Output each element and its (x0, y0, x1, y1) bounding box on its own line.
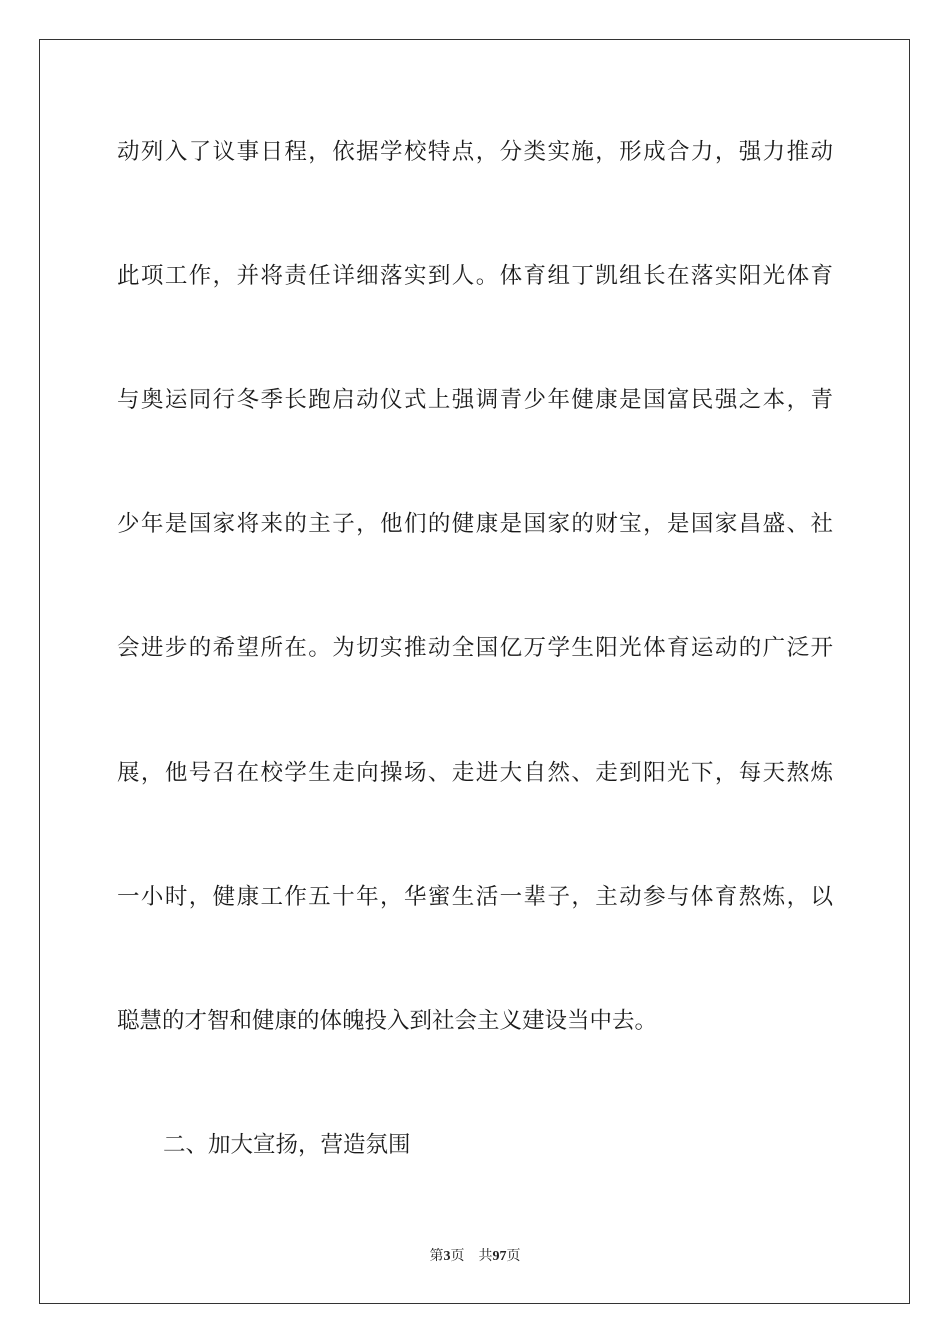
paragraph-line-8: 聪慧的才智和健康的体魄投入到社会主义建设当中去。 (117, 1008, 658, 1034)
page-suffix: 页 (450, 1248, 465, 1264)
paragraph-line-2: 此项工作，并将责任详细落实到人。体育组丁凯组长在落实阳光体育 (117, 263, 833, 289)
current-page-number: 3 (443, 1249, 451, 1264)
page-footer (0, 1246, 950, 1267)
total-prefix: 共 (478, 1248, 493, 1264)
paragraph-line-4: 少年是国家将来的主子，他们的健康是国家的财宝，是国家昌盛、社 (117, 511, 833, 537)
total-suffix: 页 (506, 1248, 521, 1264)
section-heading: 二、加大宣扬，营造氛围 (163, 1132, 411, 1158)
paragraph-line-6: 展，他号召在校学生走向操场、走进大自然、走到阳光下，每天熬炼 (117, 760, 833, 786)
paragraph-line-7: 一小时，健康工作五十年，华蜜生活一辈子，主动参与体育熬炼，以 (117, 884, 833, 910)
page-prefix: 第 (429, 1248, 444, 1264)
page-border (39, 39, 910, 1304)
paragraph-line-5: 会进步的希望所在。为切实推动全国亿万学生阳光体育运动的广泛开 (117, 635, 833, 661)
total-page-count: 97 (492, 1249, 507, 1264)
paragraph-line-3: 与奥运同行冬季长跑启动仪式上强调青少年健康是国富民强之本，青 (117, 387, 833, 413)
paragraph-line-1: 动列入了议事日程，依据学校特点，分类实施，形成合力，强力推动 (117, 139, 833, 165)
